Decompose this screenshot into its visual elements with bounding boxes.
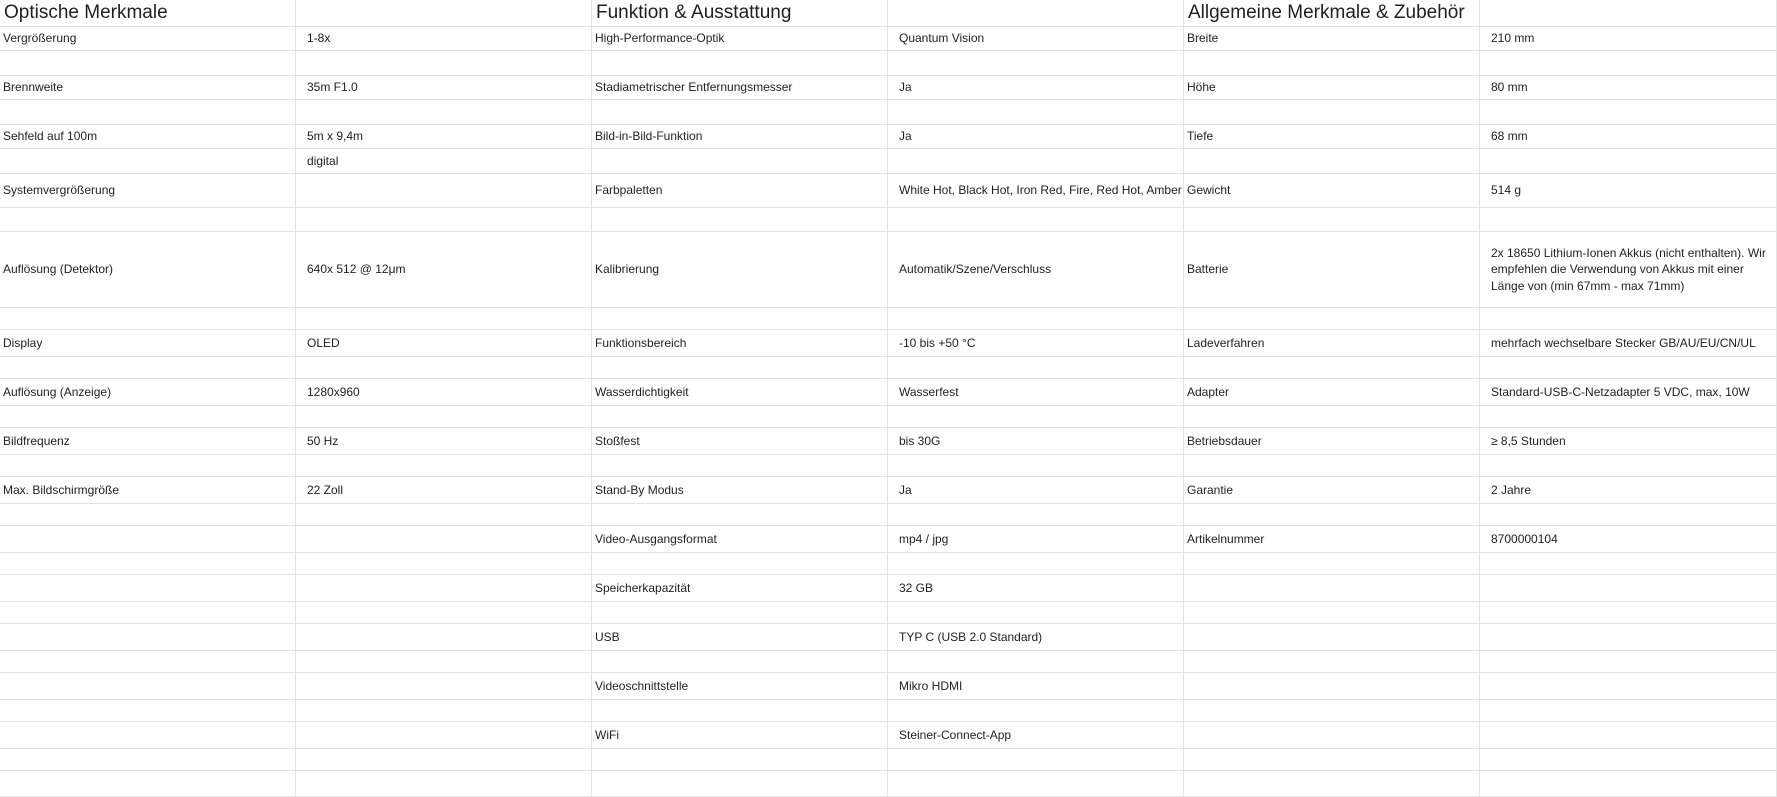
spec-label: Auflösung (Detektor) xyxy=(0,232,296,308)
empty-cell xyxy=(592,771,888,797)
empty-cell xyxy=(1184,624,1480,651)
spec-value xyxy=(296,174,592,208)
spec-value: OLED xyxy=(296,330,592,357)
spec-value: Wasserfest xyxy=(888,379,1184,406)
spec-value: Ja xyxy=(888,76,1184,100)
section-title: Optische Merkmale xyxy=(0,0,296,27)
spec-label: Stadiametrischer Entfernungsmesser xyxy=(592,76,888,100)
empty-cell xyxy=(1184,357,1480,379)
spec-value: 1-8x xyxy=(296,27,592,51)
spec-value: ≥ 8,5 Stunden xyxy=(1480,428,1777,455)
empty-cell xyxy=(0,208,296,232)
spec-label: Ladeverfahren xyxy=(1184,330,1480,357)
empty-cell xyxy=(1480,771,1777,797)
empty-cell xyxy=(592,308,888,330)
empty-cell xyxy=(296,771,592,797)
spec-label: Betriebsdauer xyxy=(1184,428,1480,455)
spec-value: 80 mm xyxy=(1480,76,1777,100)
spec-value: 8700000104 xyxy=(1480,526,1777,553)
empty-cell xyxy=(0,406,296,428)
spec-label: Kalibrierung xyxy=(592,232,888,308)
spec-value: digital xyxy=(296,149,592,174)
empty-cell xyxy=(1184,51,1480,76)
empty-cell xyxy=(1184,722,1480,749)
empty-cell xyxy=(592,504,888,526)
empty-cell xyxy=(1184,673,1480,700)
empty-cell xyxy=(0,308,296,330)
empty-cell xyxy=(888,553,1184,575)
spec-label: Farbpaletten xyxy=(592,174,888,208)
empty-cell xyxy=(1184,575,1480,602)
empty-cell xyxy=(592,51,888,76)
spec-label xyxy=(592,149,888,174)
spec-label xyxy=(1184,149,1480,174)
empty-cell xyxy=(888,771,1184,797)
spec-value: 50 Hz xyxy=(296,428,592,455)
spec-value: 640x 512 @ 12μm xyxy=(296,232,592,308)
spec-label: Systemvergrößerung xyxy=(0,174,296,208)
spec-value: White Hot, Black Hot, Iron Red, Fire, Red Hot, Amber xyxy=(888,174,1184,208)
empty-cell xyxy=(888,0,1184,27)
spec-value: TYP C (USB 2.0 Standard) xyxy=(888,624,1184,651)
empty-cell xyxy=(0,526,296,553)
empty-cell xyxy=(1184,771,1480,797)
spec-value: -10 bis +50 °C xyxy=(888,330,1184,357)
spec-value: 68 mm xyxy=(1480,125,1777,149)
empty-cell xyxy=(888,504,1184,526)
spec-value: mp4 / jpg xyxy=(888,526,1184,553)
spec-value: 514 g xyxy=(1480,174,1777,208)
spec-value: Standard-USB-C-Netzadapter 5 VDC, max, 10W xyxy=(1480,379,1777,406)
empty-cell xyxy=(1480,651,1777,673)
empty-cell xyxy=(1184,100,1480,125)
spec-value: Mikro HDMI xyxy=(888,673,1184,700)
empty-cell xyxy=(296,0,592,27)
spec-label: Display xyxy=(0,330,296,357)
spec-label: High-Performance-Optik xyxy=(592,27,888,51)
empty-cell xyxy=(0,771,296,797)
spec-value: 2 Jahre xyxy=(1480,477,1777,504)
empty-cell xyxy=(0,575,296,602)
empty-cell xyxy=(1184,308,1480,330)
empty-cell xyxy=(888,651,1184,673)
spec-label: Brennweite xyxy=(0,76,296,100)
empty-cell xyxy=(592,208,888,232)
empty-cell xyxy=(592,700,888,722)
empty-cell xyxy=(296,51,592,76)
empty-cell xyxy=(888,455,1184,477)
empty-cell xyxy=(296,602,592,624)
empty-cell xyxy=(888,406,1184,428)
spec-label: Garantie xyxy=(1184,477,1480,504)
empty-cell xyxy=(1480,455,1777,477)
empty-cell xyxy=(0,651,296,673)
empty-cell xyxy=(0,749,296,771)
spec-value: 35m F1.0 xyxy=(296,76,592,100)
empty-cell xyxy=(1480,553,1777,575)
empty-cell xyxy=(296,406,592,428)
spec-label: Stand-By Modus xyxy=(592,477,888,504)
spec-value xyxy=(888,149,1184,174)
empty-cell xyxy=(296,700,592,722)
empty-cell xyxy=(888,308,1184,330)
empty-cell xyxy=(1480,308,1777,330)
spec-label: Wasserdichtigkeit xyxy=(592,379,888,406)
spec-label: USB xyxy=(592,624,888,651)
empty-cell xyxy=(1480,100,1777,125)
empty-cell xyxy=(888,357,1184,379)
spec-label: Max. Bildschirmgröße xyxy=(0,477,296,504)
spec-label: Auflösung (Anzeige) xyxy=(0,379,296,406)
empty-cell xyxy=(1184,208,1480,232)
empty-cell xyxy=(888,100,1184,125)
empty-cell xyxy=(1480,749,1777,771)
empty-cell xyxy=(296,504,592,526)
empty-cell xyxy=(1184,504,1480,526)
empty-cell xyxy=(1184,749,1480,771)
empty-cell xyxy=(296,722,592,749)
empty-cell xyxy=(1480,0,1777,27)
empty-cell xyxy=(296,455,592,477)
empty-cell xyxy=(0,624,296,651)
spec-label: Videoschnittstelle xyxy=(592,673,888,700)
spec-value: 32 GB xyxy=(888,575,1184,602)
spec-label: WiFi xyxy=(592,722,888,749)
spec-label: Artikelnummer xyxy=(1184,526,1480,553)
spec-label: Vergrößerung xyxy=(0,27,296,51)
spec-label: Tiefe xyxy=(1184,125,1480,149)
empty-cell xyxy=(296,575,592,602)
empty-cell xyxy=(296,100,592,125)
empty-cell xyxy=(1480,406,1777,428)
empty-cell xyxy=(1480,624,1777,651)
spec-value: mehrfach wechselbare Stecker GB/AU/EU/CN/UL xyxy=(1480,330,1777,357)
empty-cell xyxy=(296,673,592,700)
empty-cell xyxy=(1480,602,1777,624)
empty-cell xyxy=(1480,357,1777,379)
empty-cell xyxy=(296,624,592,651)
spec-label: Breite xyxy=(1184,27,1480,51)
empty-cell xyxy=(1480,722,1777,749)
section-title: Funktion & Ausstattung xyxy=(592,0,888,27)
empty-cell xyxy=(0,722,296,749)
empty-cell xyxy=(296,208,592,232)
empty-cell xyxy=(0,602,296,624)
spec-label: Batterie xyxy=(1184,232,1480,308)
spec-label: Video-Ausgangsformat xyxy=(592,526,888,553)
spec-value: Steiner-Connect-App xyxy=(888,722,1184,749)
empty-cell xyxy=(1480,575,1777,602)
spec-label: Speicherkapazität xyxy=(592,575,888,602)
empty-cell xyxy=(592,357,888,379)
empty-cell xyxy=(0,700,296,722)
section-title: Allgemeine Merkmale & Zubehör xyxy=(1184,0,1480,27)
empty-cell xyxy=(0,357,296,379)
empty-cell xyxy=(0,673,296,700)
spec-label: Bildfrequenz xyxy=(0,428,296,455)
empty-cell xyxy=(0,455,296,477)
empty-cell xyxy=(296,553,592,575)
empty-cell xyxy=(592,100,888,125)
spec-value: 2x 18650 Lithium-Ionen Akkus (nicht enthalten). Wir empfehlen die Verwendung von Akkus mit einer Länge von (min 67mm - max 71mm) xyxy=(1480,232,1777,308)
empty-cell xyxy=(1184,651,1480,673)
spec-label xyxy=(0,149,296,174)
empty-cell xyxy=(888,602,1184,624)
empty-cell xyxy=(0,100,296,125)
empty-cell xyxy=(1184,455,1480,477)
spec-value: 5m x 9,4m xyxy=(296,125,592,149)
empty-cell xyxy=(592,602,888,624)
spec-value: 1280x960 xyxy=(296,379,592,406)
empty-cell xyxy=(0,504,296,526)
empty-cell xyxy=(592,651,888,673)
empty-cell xyxy=(592,749,888,771)
spec-value: Automatik/Szene/Verschluss xyxy=(888,232,1184,308)
empty-cell xyxy=(888,700,1184,722)
spec-value: Ja xyxy=(888,477,1184,504)
spec-label: Gewicht xyxy=(1184,174,1480,208)
empty-cell xyxy=(1480,700,1777,722)
empty-cell xyxy=(1184,553,1480,575)
empty-cell xyxy=(0,51,296,76)
empty-cell xyxy=(888,749,1184,771)
empty-cell xyxy=(592,455,888,477)
empty-cell xyxy=(296,651,592,673)
spec-value: 22 Zoll xyxy=(296,477,592,504)
spec-label: Höhe xyxy=(1184,76,1480,100)
empty-cell xyxy=(1184,700,1480,722)
empty-cell xyxy=(592,553,888,575)
empty-cell xyxy=(296,357,592,379)
spec-value xyxy=(1480,149,1777,174)
spec-label: Adapter xyxy=(1184,379,1480,406)
spec-label: Sehfeld auf 100m xyxy=(0,125,296,149)
empty-cell xyxy=(296,749,592,771)
empty-cell xyxy=(888,51,1184,76)
empty-cell xyxy=(1480,504,1777,526)
spec-value: bis 30G xyxy=(888,428,1184,455)
spec-value: Quantum Vision xyxy=(888,27,1184,51)
empty-cell xyxy=(296,308,592,330)
empty-cell xyxy=(1184,602,1480,624)
spec-label: Bild-in-Bild-Funktion xyxy=(592,125,888,149)
empty-cell xyxy=(888,208,1184,232)
empty-cell xyxy=(1184,406,1480,428)
empty-cell xyxy=(1480,51,1777,76)
spec-value: Ja xyxy=(888,125,1184,149)
empty-cell xyxy=(296,526,592,553)
empty-cell xyxy=(592,406,888,428)
spec-value: 210 mm xyxy=(1480,27,1777,51)
empty-cell xyxy=(1480,673,1777,700)
empty-cell xyxy=(1480,208,1777,232)
spec-label: Funktionsbereich xyxy=(592,330,888,357)
spec-label: Stoßfest xyxy=(592,428,888,455)
empty-cell xyxy=(0,553,296,575)
